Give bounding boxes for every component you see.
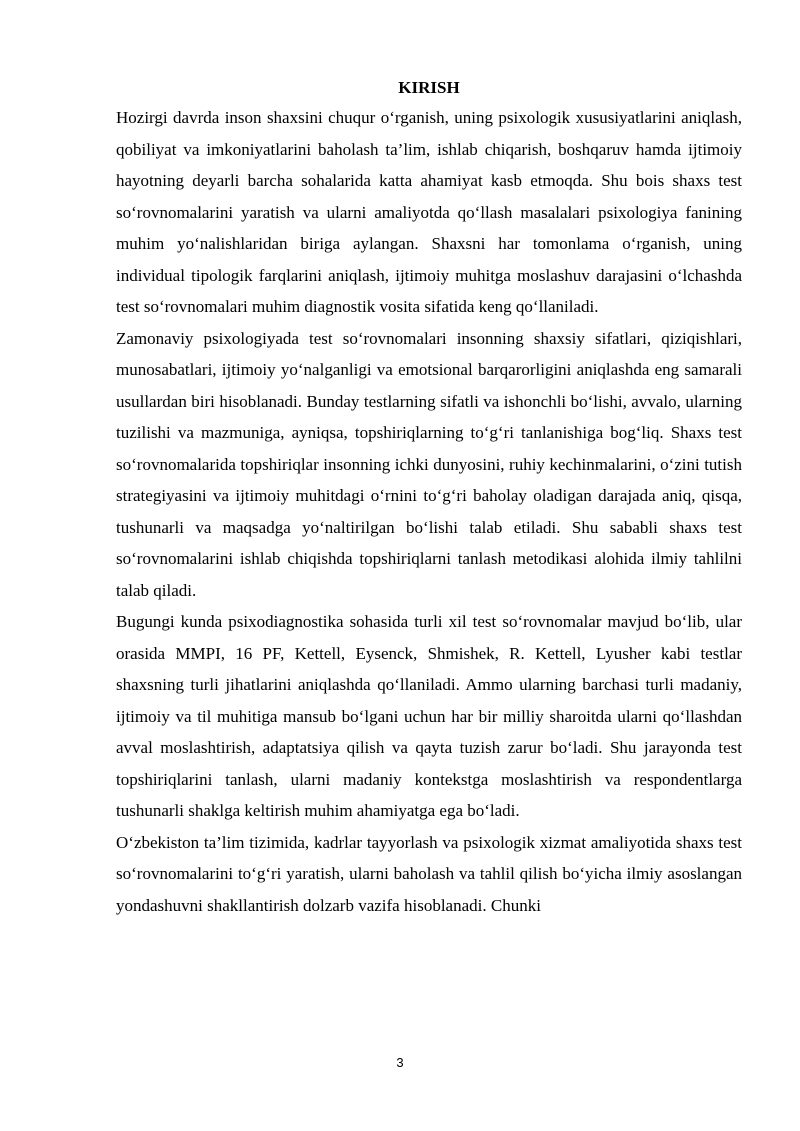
section-heading: KIRISH — [398, 78, 460, 97]
paragraph-3: Bugungi kunda psixodiagnostika sohasida turli xil test so‘rovnomalar mavjud bo‘lib, ular orasida MMPI, 16 PF, Kettell, Eysenck, Shmishek, R. Kettell, Lyusher kabi testlar shaxsning turli jihatlarini aniqlashda qo‘llaniladi. Ammo ularning barchasi turli madaniy, ijtimoiy va til muhitiga mansub bo‘lgani uchun har bir milliy sharoitda ularni qo‘llashdan avval moslashtirish, adaptatsiya qilish va qayta tuzish zarur bo‘ladi. Shu jarayonda test topshiriqlarini tanlash, ularni madaniy kontekstga moslashtirish va respondentlarga tushunarli shaklga keltirish muhim ahamiyatga ega bo‘ladi. — [116, 612, 742, 820]
document-page — [116, 74, 742, 921]
paragraph-1: Hozirgi davrda inson shaxsini chuqur o‘rganish, uning psixologik xususiyatlarini aniqlash, qobiliyat va imkoniyatlarini baholash ta’lim, ishlab chiqarish, boshqaruv hamda ijtimoiy hayotning deyarli barcha sohalarida katta ahamiyat kasb etmoqda. Shu bois shaxs test so‘rovnomalarini yaratish va ularni amaliyotda qo‘llash masalalari psixologiya fanining muhim yo‘nalishlaridan biriga aylangan. Shaxsni har tomonlama o‘rganish, uning individual tipologik farqlarini aniqlash, ijtimoiy muhitga moslashuv darajasini o‘lchashda test so‘rovnomalari muhim diagnostik vosita sifatida keng qo‘llaniladi. — [116, 108, 742, 316]
paragraph-2: Zamonaviy psixologiyada test so‘rovnomalari insonning shaxsiy sifatlari, qiziqishlari, munosabatlari, ijtimoiy yo‘nalganligi va emotsional barqarorligini aniqlashda eng samarali usullardan biri hisoblanadi. Bunday testlarning sifatli va ishonchli bo‘lishi, avvalo, ularning tuzilishi va mazmuniga, ayniqsa, topshiriqlarning to‘g‘ri tanlanishiga bog‘liq. Shaxs test so‘rovnomalarida topshiriqlar insonning ichki dunyosini, ruhiy kechinmalarini, o‘zini tutish strategiyasini va ijtimoiy muhitdagi o‘rnini to‘g‘ri baholay oladigan darajada aniq, qisqa, tushunarli va maqsadga yo‘naltirilgan bo‘lishi talab etiladi. Shu sababli shaxs test so‘rovnomalarini ishlab chiqishda topshiriqlarni tanlash metodikasi alohida ilmiy tahlilni talab qiladi. — [116, 328, 742, 600]
paragraph-4: O‘zbekiston ta’lim tizimida, kadrlar tayyorlash va psixologik xizmat amaliyotida shaxs test so‘rovnomalarini to‘g‘ri yaratish, ularni baholash va tahlil qilish bo‘yicha ilmiy asoslangan yondashuvni shakllantirish dolzarb vazifa hisoblanadi. Chunki — [116, 832, 742, 915]
page-number: 3 — [396, 1055, 404, 1070]
